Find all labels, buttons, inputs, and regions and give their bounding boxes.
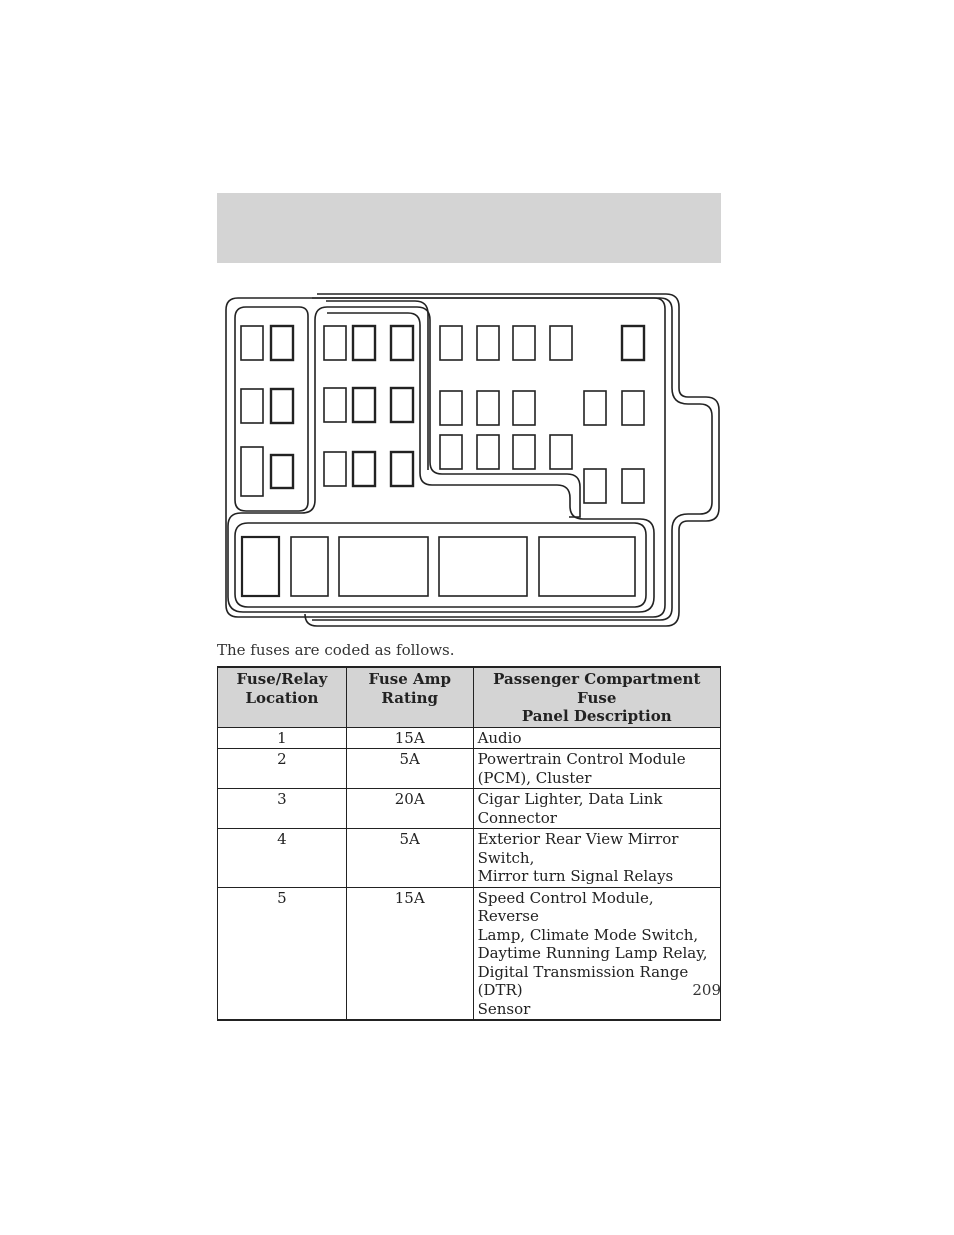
fuse-slot <box>622 469 644 503</box>
fuse-slot <box>391 326 413 360</box>
cell-location: 5 <box>218 887 347 1020</box>
fuse-slot <box>513 326 535 360</box>
fuse-slot <box>477 326 499 360</box>
cell-location: 2 <box>218 749 347 789</box>
fuse-slot <box>241 326 263 360</box>
cell-location: 1 <box>218 727 347 749</box>
fuse-slot <box>241 447 263 496</box>
cell-rating: 20A <box>346 789 473 829</box>
fuse-slot <box>271 389 293 423</box>
fuse-slot <box>271 455 293 488</box>
fuse-slot <box>584 469 606 503</box>
fuse-slot <box>324 388 346 422</box>
cell-rating: 15A <box>346 887 473 1020</box>
relay-slot <box>242 537 279 596</box>
fuse-slot <box>550 326 572 360</box>
fuse-slot <box>353 326 375 360</box>
cell-description: Audio <box>473 727 720 749</box>
relay-slot <box>339 537 428 596</box>
header-rating: Fuse Amp Rating <box>346 667 473 727</box>
table-caption: The fuses are coded as follows. <box>217 641 455 659</box>
cell-description: Speed Control Module, Reverse Lamp, Climate Mode Switch, Daytime Running Lamp Relay, Digital Transmission Range (DTR) Sensor <box>473 887 720 1020</box>
cell-description: Exterior Rear View Mirror Switch, Mirror turn Signal Relays <box>473 829 720 888</box>
relay-slot <box>539 537 635 596</box>
fuse-slot <box>391 452 413 486</box>
fuse-slot <box>622 326 644 360</box>
fuse-slot <box>440 391 462 425</box>
cell-rating: 5A <box>346 749 473 789</box>
cell-location: 4 <box>218 829 347 888</box>
header-location: Fuse/Relay Location <box>218 667 347 727</box>
section-header-band <box>217 193 721 263</box>
fuse-slot <box>241 389 263 423</box>
cell-description: Powertrain Control Module (PCM), Cluster <box>473 749 720 789</box>
fuse-slot <box>513 391 535 425</box>
fuse-slot <box>353 388 375 422</box>
fuse-slot <box>324 326 346 360</box>
fuse-slot <box>513 435 535 469</box>
relay-row-outline <box>235 523 646 607</box>
fuse-slot <box>477 435 499 469</box>
relay-slot <box>291 537 328 596</box>
fuse-slot <box>271 326 293 360</box>
fuse-table <box>217 666 721 1021</box>
fuse-slot <box>622 391 644 425</box>
fuse-panel-diagram <box>217 287 727 632</box>
fuse-slot <box>477 391 499 425</box>
cell-rating: 15A <box>346 727 473 749</box>
header-description: Passenger Compartment Fuse Panel Description <box>473 667 720 727</box>
table-row <box>218 727 721 749</box>
table-row <box>218 887 721 1020</box>
page-number: 209 <box>692 981 721 999</box>
table-row <box>218 829 721 888</box>
fuse-slot <box>440 326 462 360</box>
table-row <box>218 789 721 829</box>
relay-slot <box>439 537 527 596</box>
fuse-slot <box>391 388 413 422</box>
panel-outer-outline-2 <box>312 298 712 620</box>
panel-outer-outline <box>305 294 719 626</box>
cell-location: 3 <box>218 789 347 829</box>
table-row <box>218 749 721 789</box>
fuse-slot <box>324 452 346 486</box>
fuse-slot <box>353 452 375 486</box>
fuse-slot <box>550 435 572 469</box>
cell-rating: 5A <box>346 829 473 888</box>
fuse-slot <box>440 435 462 469</box>
cell-description: Cigar Lighter, Data Link Connector <box>473 789 720 829</box>
table-header-row <box>218 667 721 727</box>
fuse-slot <box>584 391 606 425</box>
